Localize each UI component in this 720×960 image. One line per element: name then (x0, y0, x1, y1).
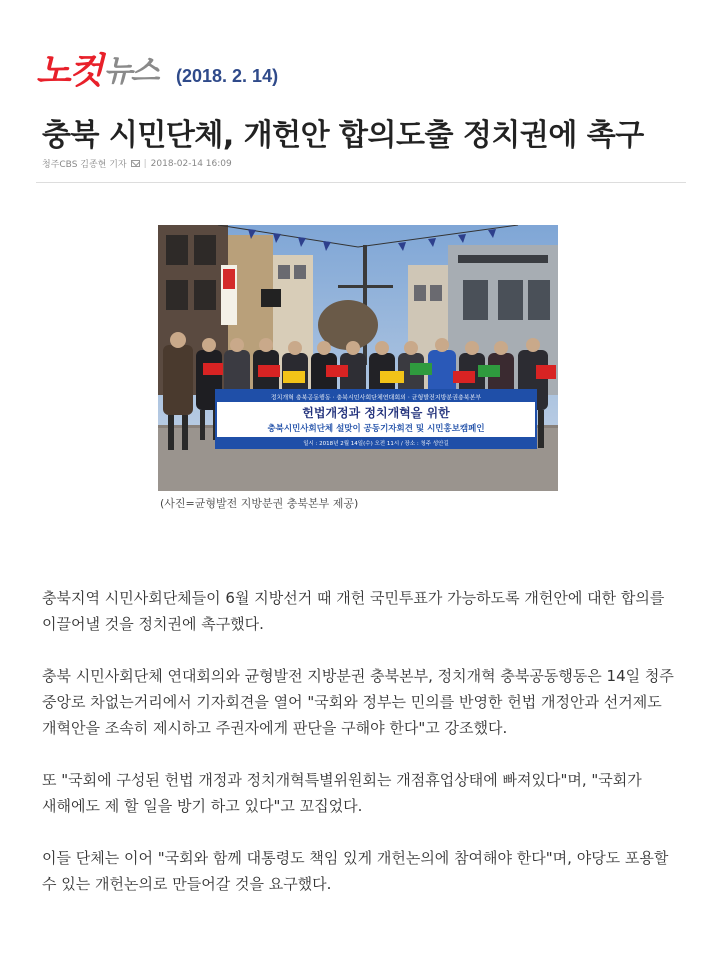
banner-date-text: 일시 : 2018년 2월 14일(수) 오전 11시 / 장소 : 청주 성안길 (303, 441, 449, 447)
publication-date: (2018. 2. 14) (176, 66, 279, 86)
press-conference-photo (158, 225, 558, 491)
byline (42, 157, 232, 170)
banner-main-text: 헌법개정과 정치개혁을 위한 (302, 406, 450, 420)
article-paragraph: 충북지역 시민사회단체들이 6월 지방선거 때 개헌 국민투표가 가능하도록 개헌안에 대한 합의를 이끌어낼 것을 정치권에 촉구했다. (42, 589, 665, 633)
logo-red-text: 노컷 (36, 51, 102, 92)
article-body (42, 585, 682, 923)
article-title: 충북 시민단체, 개헌안 합의도출 정치권에 촉구 (42, 118, 644, 153)
publish-timestamp: 2018-02-14 16:09 (150, 158, 232, 169)
article-photo (158, 225, 558, 491)
article-paragraph: 이들 단체는 이어 "국회와 함께 대통령도 책임 있게 개헌논의에 참여해야 한다"며, 야당도 포용할 수 있는 개헌논의로 만들어갈 것을 요구했다. (42, 849, 669, 893)
banner-top-text: 정치개혁 충북공동행동 · 충북시민사회단체연대회의 · 균형발전지방분권충북본부 (270, 394, 482, 402)
banner-sub-text: 충북시민사회단체 설맞이 공동기자회견 및 시민홍보캠페인 (267, 424, 485, 434)
article-paragraph: 또 "국회에 구성된 헌법 개정과 정치개혁특별위원회는 개점휴업상태에 빠져있다"며, "국회가 새해에도 제 할 일을 방기 하고 있다"고 꼬집었다. (42, 771, 642, 815)
header-divider (36, 182, 686, 183)
logo-gray-text: 뉴스 (103, 54, 158, 89)
protest-banner (216, 390, 536, 448)
mail-icon[interactable] (131, 160, 140, 167)
photo-caption: (사진=균형발전 지방분권 충북본부 제공) (160, 497, 359, 510)
nocut-news-logo[interactable] (36, 44, 158, 92)
article-paragraph: 충북 시민사회단체 연대회의와 균형발전 지방분권 충북본부, 정치개혁 충북공동행동은 14일 청주 중앙로 차없는거리에서 기자회견을 열어 "국회와 정부는 민의를 반영한 헌법 개정안과 선거제도 개혁안을 조속히 제시하고 주권자에게 판단을 구해야 한다"고 강조했다. (42, 667, 674, 737)
author-name[interactable]: 청주CBS 김종현 기자 (42, 160, 127, 170)
byline-separator: | (143, 158, 147, 169)
